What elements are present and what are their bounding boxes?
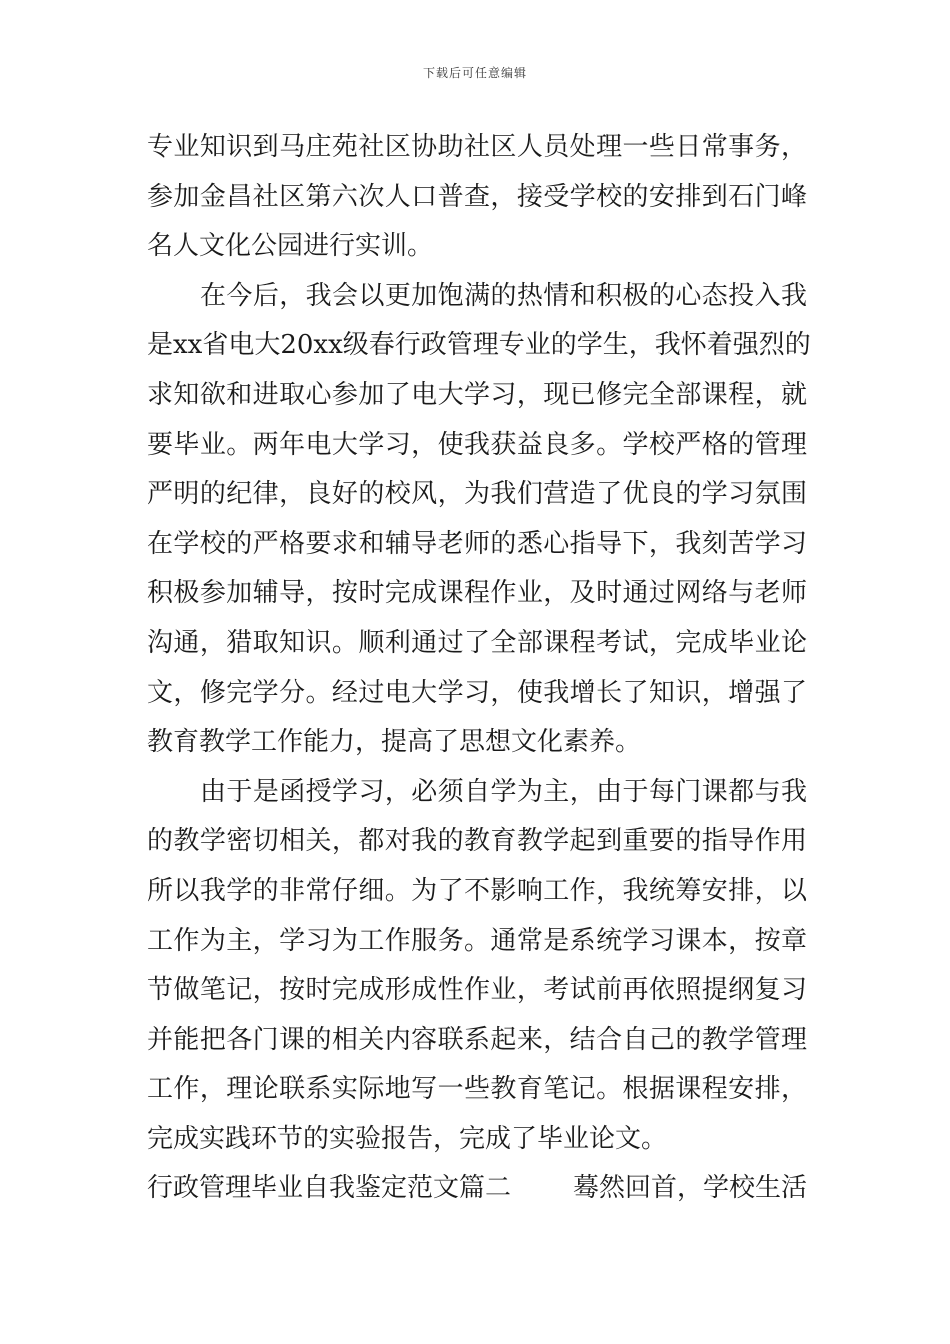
page-header-note: 下载后可任意编辑	[422, 66, 527, 80]
section-title: 行政管理毕业自我鉴定范文篇二	[147, 1173, 512, 1204]
text-line: 所以我学的非常仔细。为了不影响工作，我统筹安排，以	[147, 875, 807, 906]
text-line: 要毕业。两年电大学习，使我获益良多。学校严格的管理	[147, 429, 807, 460]
text-line: 求知欲和进取心参加了电大学习，现已修完全部课程，就	[147, 379, 807, 410]
text-line: 并能把各门课的相关内容联系起来，结合自己的教学管理	[147, 1024, 807, 1055]
text-line: 积极参加辅导，按时完成课程作业，及时通过网络与老师	[147, 578, 807, 609]
text-line: 文，修完学分。经过电大学习，使我增长了知识，增强了	[147, 677, 807, 708]
text-line: 名人文化公园进行实训。	[147, 231, 434, 262]
section-heading-line	[147, 1168, 807, 1218]
text-line: 专业知识到马庄苑社区协助社区人员处理一些日常事务，	[147, 132, 807, 162]
document-body	[147, 127, 811, 1218]
text-line: 节做笔记，按时完成形成性作业，考试前再依照提纲复习	[147, 975, 807, 1006]
text-line: 的教学密切相关，都对我的教育教学起到重要的指导作用	[147, 826, 807, 857]
text-line: 工作，理论联系实际地写一些教育笔记。根据课程安排，	[147, 1074, 807, 1105]
text-line: 参加金昌社区第六次人口普查，接受学校的安排到石门峰	[147, 181, 807, 212]
paragraph	[147, 127, 807, 276]
text-line: 工作为主，学习为工作服务。通常是系统学习课本，按章	[147, 925, 807, 956]
text-line: 在学校的严格要求和辅导老师的悉心指导下，我刻苦学习	[147, 528, 807, 559]
text-line: 严明的纪律，良好的校风，为我们营造了优良的学习氛围	[147, 479, 807, 510]
text-line: 在今后，我会以更加饱满的热情和积极的心态投入我	[200, 280, 807, 311]
paragraph	[147, 772, 807, 1169]
text-line: 完成实践环节的实验报告，完成了毕业论文。	[147, 1123, 668, 1154]
section-continuation-text: 蓦然回首，学校生活	[572, 1173, 807, 1204]
text-line: 沟通，猎取知识。顺利通过了全部课程考试，完成毕业论	[147, 627, 807, 658]
text-line: 教育教学工作能力，提高了思想文化素养。	[147, 727, 642, 758]
text-line: 是xx省电大20xx级春行政管理专业的学生，我怀着强烈的	[147, 330, 811, 361]
text-line: 由于是函授学习，必须自学为主，由于每门课都与我	[200, 776, 807, 807]
paragraph	[147, 276, 811, 772]
